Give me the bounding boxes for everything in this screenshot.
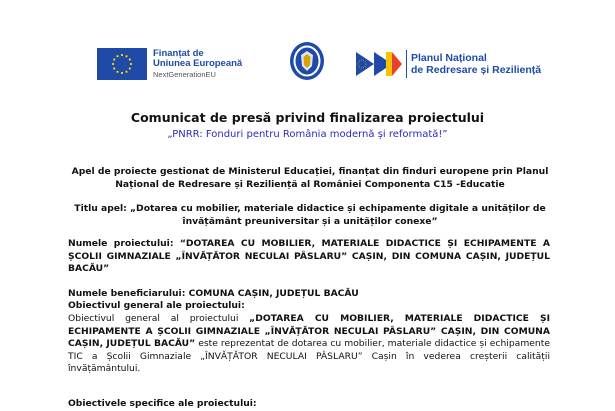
call-description: Apel de proiecte gestionat de Ministerul Educației, finanțat din finduri europene prin Planul Național de Redresare și Reziliență al României Componenta C15 -Educatie: [71, 166, 549, 190]
call-title: Titlu apel: „Dotarea cu mobilier, materiale didactice și echipamente digitale a unităților de învățământ preuniversitar și a unităților conexe”: [74, 203, 546, 227]
specific-objectives-heading: Obiectivele specifice ale proiectului:: [68, 398, 257, 409]
pnrr-logo-line1: Planul Național: [411, 52, 487, 64]
pnrr-arrows-icon: [356, 50, 404, 78]
page-subtitle: „PNRR: Fonduri pentru România modernă și reformată!”: [167, 129, 448, 140]
page-title: Comunicat de presă privind finalizarea proiectului: [130, 110, 485, 125]
eu-logo-line3: NextGenerationEU: [153, 69, 216, 79]
romanian-government-seal-icon: [288, 40, 326, 82]
eu-logo-line2: Uniunea Europeană: [153, 57, 243, 69]
general-objective-suffix: este reprezentat de dotarea cu mobilier, materiale didactice și echipamente TIC a Școlii Gimnaziale „ÎNVĂȚĂTOR NECULAI PÂSLARU” Cașin în vederea creșterii calității învățământului.: [68, 338, 550, 374]
general-objective-prefix: Obiectivul general al proiectului: [68, 313, 250, 324]
eu-funding-logo: [97, 48, 242, 80]
pnrr-logo-divider: [406, 50, 407, 78]
beneficiary-name: Numele beneficiarului: COMUNA CAȘIN, JUDEȚUL BACĂU: [68, 288, 359, 299]
general-objective-heading: Obiectivul general ale proiectului:: [68, 300, 245, 311]
eu-flag-icon: [97, 48, 147, 80]
project-name: Numele proiectului: “DOTAREA CU MOBILIER, MATERIALE DIDACTICE ȘI ECHIPAMENTE A ȘCOLII GIMNAZIALE „ÎNVĂȚĂTOR NECULAI PÂSLARU” CAȘIN, DIN COMUNA CAȘIN, JUDEȚUL BACĂU”: [68, 238, 550, 274]
eu-logo-line1: Finanțat de: [153, 47, 204, 59]
pnrr-logo-line2: de Redresare și Reziliență: [411, 64, 542, 76]
general-objective-project-name: „DOTAREA CU MOBILIER, MATERIALE DIDACTICE ȘI ECHIPAMENTE A ȘCOLII GIMNAZIALE „ÎNVĂȚĂTOR NECULAI PÂSLARU” CAȘIN, DIN COMUNA CAȘIN, JUDEȚUL BACĂU”: [68, 313, 550, 349]
pnrr-logo: [356, 50, 541, 78]
general-objective-text: [68, 313, 550, 376]
